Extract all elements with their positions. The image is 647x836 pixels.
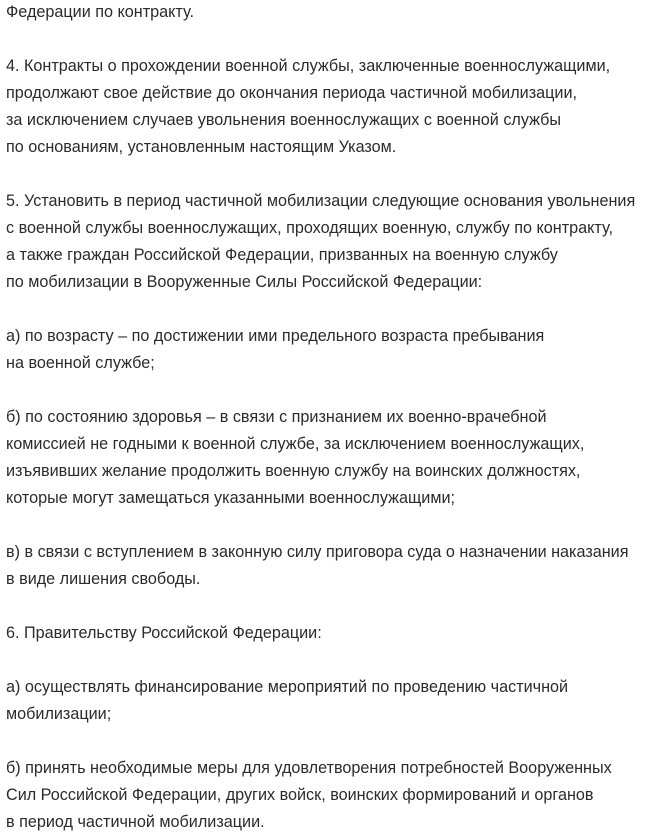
document-body — [6, 0, 642, 836]
text-line: мобилизации; — [6, 705, 112, 723]
text-line: а) осуществлять финансирование мероприятий по проведению частичной — [6, 678, 569, 696]
text-line: в виде лишения свободы. — [6, 570, 201, 588]
text-line: Федерации по контракту. — [6, 3, 194, 21]
text-line: с военной службы военнослужащих, проходящих военную, службу по контракту, — [6, 219, 613, 237]
text-line: а также граждан Российской Федерации, призванных на военную службу — [6, 246, 558, 264]
text-line: а) по возрасту – по достижении ими предельного возраста пребывания — [6, 327, 545, 345]
text-line: на военной службе; — [6, 354, 155, 372]
text-line: 5. Установить в период частичной мобилизации следующие основания увольнения — [6, 192, 636, 210]
text-line: за исключением случаев увольнения военнослужащих с военной службы — [6, 111, 562, 129]
text-line: б) по состоянию здоровья – в связи с признанием их военно-врачебной — [6, 408, 547, 426]
text-line: по основаниям, установленным настоящим Указом. — [6, 138, 397, 156]
text-line: изъявивших желание продолжить военную службу на воинских должностях, — [6, 462, 581, 480]
paragraph-gap — [6, 512, 642, 539]
text-line: которые могут замещаться указанными военнослужащими; — [6, 489, 455, 507]
text-line: 4. Контракты о прохождении военной службы, заключенные военнослужащими, — [6, 57, 611, 75]
paragraph-item-5a — [6, 323, 642, 377]
paragraph-item-6a — [6, 674, 642, 728]
paragraph-continuation — [6, 0, 642, 26]
text-line: в период частичной мобилизации. — [6, 813, 265, 831]
paragraph-gap — [6, 647, 642, 674]
paragraph-item-5 — [6, 188, 642, 296]
text-line: 6. Правительству Российской Федерации: — [6, 624, 322, 642]
paragraph-item-5b — [6, 404, 642, 512]
text-line: комиссией не годными к военной службе, за исключением военнослужащих, — [6, 435, 585, 453]
paragraph-gap — [6, 377, 642, 404]
paragraph-gap — [6, 728, 642, 755]
text-line: по мобилизации в Вооруженные Силы Российской Федерации: — [6, 273, 483, 291]
paragraph-item-6b — [6, 755, 642, 836]
text-line: продолжают свое действие до окончания периода частичной мобилизации, — [6, 84, 577, 102]
text-line: б) принять необходимые меры для удовлетворения потребностей Вооруженных — [6, 759, 612, 777]
paragraph-gap — [6, 26, 642, 53]
paragraph-gap — [6, 161, 642, 188]
paragraph-item-4 — [6, 53, 642, 161]
paragraph-item-6 — [6, 620, 642, 647]
text-line: Сил Российской Федерации, других войск, воинских формирований и органов — [6, 786, 594, 804]
paragraph-gap — [6, 593, 642, 620]
paragraph-item-5c — [6, 539, 642, 593]
text-line: в) в связи с вступлением в законную силу приговора суда о назначении наказания — [6, 543, 629, 561]
paragraph-gap — [6, 296, 642, 323]
